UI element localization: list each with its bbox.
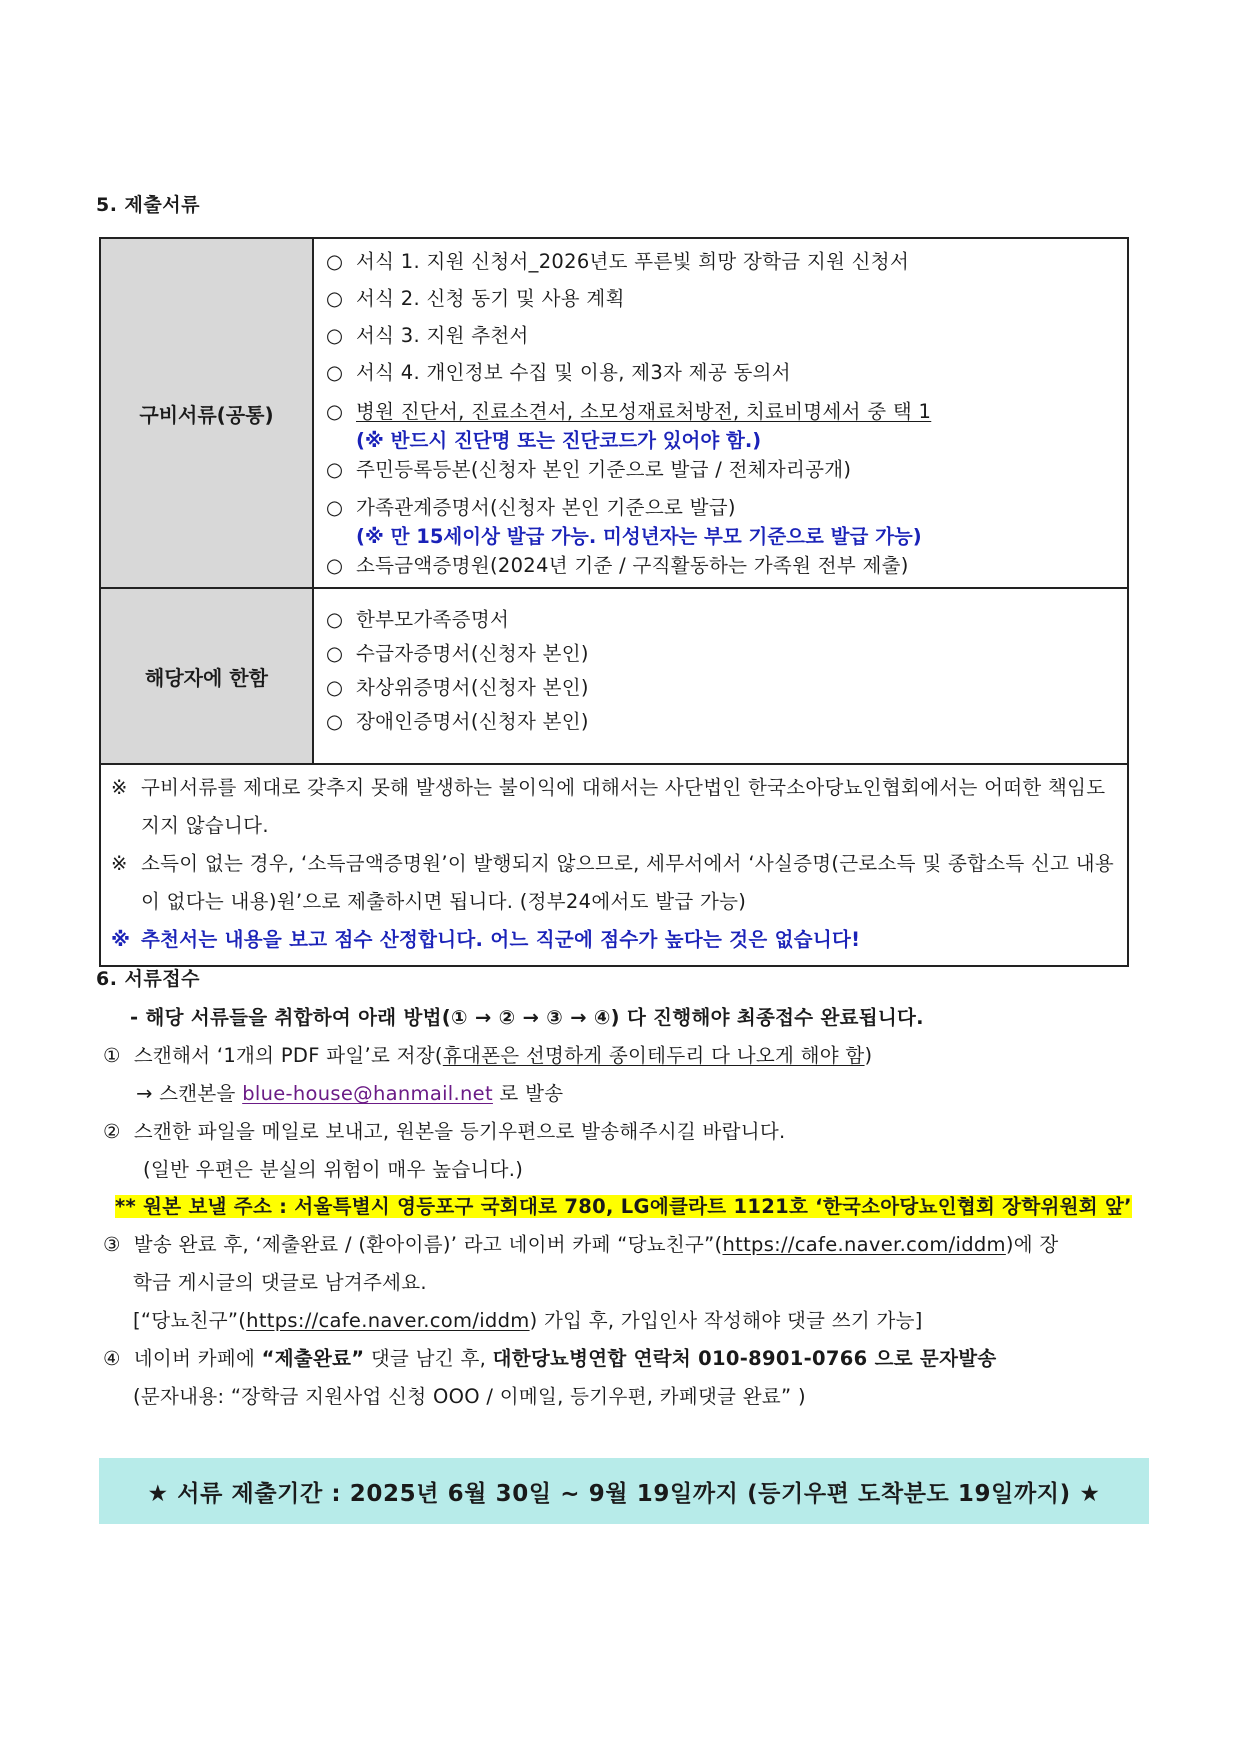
- reference-mark-icon: ※: [111, 928, 131, 951]
- diagnosis-note: (※ 반드시 진단명 또는 진단코드가 있어야 함.): [356, 429, 762, 452]
- step4-line: ④ 네이버 카페에 “제출완료” 댓글 남긴 후, 대한당뇨병연합 연락처 010-8901-0766 으로 문자발송: [103, 1347, 997, 1370]
- circle-bullet-icon: ○: [326, 642, 344, 665]
- documents-table: [99, 237, 1129, 967]
- category-common: 구비서류(공통): [100, 238, 313, 588]
- circle-bullet-icon: ○: [326, 676, 344, 699]
- step3-line-cont: 학금 게시글의 댓글로 남겨주세요.: [133, 1271, 427, 1294]
- list-item: ○ 장애인증명서(신청자 본인): [326, 705, 1115, 739]
- step-number: ③: [103, 1233, 121, 1256]
- step-number: ①: [103, 1044, 121, 1067]
- category-applicable: 해당자에 한함: [100, 588, 313, 764]
- notes-cell: [100, 764, 1128, 966]
- circle-bullet-icon: ○: [326, 554, 344, 577]
- address-highlight: ** 원본 보낼 주소 : 서울특별시 영등포구 국회대로 780, LG에클라트 1121호 ‘한국소아당뇨인협회 장학위원회 앞’: [115, 1195, 1132, 1218]
- section6-title: 6. 서류접수: [96, 968, 200, 990]
- note-item: ※ 소득이 없는 경우, ‘소득금액증명원’이 발행되지 않으므로, 세무서에서 ‘사실증명(근로소득 및 종합소득 신고 내용이 없다는 내용)원’으로 제출하시면 됩니다. (정부24에서도 발급 가능): [111, 845, 1117, 921]
- step2-sub: (일반 우편은 분실의 위험이 매우 높습니다.): [143, 1158, 524, 1181]
- submission-period-banner: ★ 서류 제출기간 : 2025년 6월 30일 ~ 9월 19일까지 (등기우편 도착분도 19일까지) ★: [99, 1458, 1149, 1524]
- circle-bullet-icon: ○: [326, 608, 344, 631]
- step3-line: ③ 발송 완료 후, ‘제출완료 / (환아이름)’ 라고 네이버 카페 “당뇨친구”(https://cafe.naver.com/iddm)에 장: [103, 1233, 1059, 1256]
- common-items: [313, 238, 1128, 588]
- note-item: ※ 추천서는 내용을 보고 점수 산정합니다. 어느 직군에 점수가 높다는 것은 없습니다!: [111, 921, 1117, 959]
- list-item: ○ 서식 1. 지원 신청서_2026년도 푸른빛 희망 장학금 지원 신청서: [326, 243, 1115, 280]
- step1-email-line: → 스캔본을 blue-house@hanmail.net 로 발송: [136, 1082, 564, 1105]
- list-item: ○ 한부모가족증명서: [326, 603, 1115, 637]
- circle-bullet-icon: ○: [326, 710, 344, 733]
- cafe-link[interactable]: https://cafe.naver.com/iddm: [246, 1309, 530, 1332]
- step4-sub: (문자내용: “장학금 지원사업 신청 OOO / 이메일, 등기우편, 카페댓글 완료” ): [133, 1385, 806, 1408]
- section5-title: 5. 제출서류: [96, 194, 200, 216]
- list-item: ○ 주민등록등본(신청자 본인 기준으로 발급 / 전체자리공개): [326, 455, 1115, 485]
- circle-bullet-icon: ○: [326, 250, 344, 273]
- step1-line: ① 스캔해서 ‘1개의 PDF 파일’로 저장(휴대폰은 선명하게 종이테두리 다 나오게 해야 함): [103, 1044, 873, 1067]
- reference-mark-icon: ※: [111, 776, 128, 799]
- circle-bullet-icon: ○: [326, 287, 344, 310]
- address-line: [115, 1191, 1132, 1219]
- step2-line: ② 스캔한 파일을 메일로 보내고, 원본을 등기우편으로 발송해주시길 바랍니다.: [103, 1120, 786, 1143]
- step3-sub: [“당뇨친구”(https://cafe.naver.com/iddm) 가입 후, 가입인사 작성해야 댓글 쓰기 가능]: [133, 1309, 923, 1332]
- list-item: ○ 차상위증명서(신청자 본인): [326, 671, 1115, 705]
- note-item: ※ 구비서류를 제대로 갖추지 못해 발생하는 불이익에 대해서는 사단법인 한국소아당뇨인협회에서는 어떠한 책임도 지지 않습니다.: [111, 769, 1117, 845]
- circle-bullet-icon: ○: [326, 400, 344, 423]
- list-item: ○ 서식 3. 지원 추천서: [326, 317, 1115, 354]
- circle-bullet-icon: ○: [326, 324, 344, 347]
- step-number: ②: [103, 1120, 121, 1143]
- list-item: ○ 서식 2. 신청 동기 및 사용 계획: [326, 280, 1115, 317]
- email-link[interactable]: blue-house@hanmail.net: [242, 1082, 493, 1105]
- list-item: ○ 병원 진단서, 진료소견서, 소모성재료처방전, 치료비명세서 중 택 1: [326, 397, 1115, 427]
- age-note: (※ 만 15세이상 발급 가능. 미성년자는 부모 기준으로 발급 가능): [356, 525, 922, 548]
- circle-bullet-icon: ○: [326, 361, 344, 384]
- circle-bullet-icon: ○: [326, 458, 344, 481]
- list-item: ○ 소득금액증명원(2024년 기준 / 구직활동하는 가족원 전부 제출): [326, 551, 1115, 581]
- reference-mark-icon: ※: [111, 852, 128, 875]
- step-number: ④: [103, 1347, 121, 1370]
- list-item: ○ 서식 4. 개인정보 수집 및 이용, 제3자 제공 동의서: [326, 354, 1115, 391]
- list-item: ○ 가족관계증명서(신청자 본인 기준으로 발급): [326, 493, 1115, 523]
- table-row: [100, 588, 1128, 764]
- list-item: ○ 수급자증명서(신청자 본인): [326, 637, 1115, 671]
- section6-intro: - 해당 서류들을 취합하여 아래 방법(① → ② → ③ → ④) 다 진행해야 최종접수 완료됩니다.: [130, 1006, 924, 1029]
- table-row: [100, 764, 1128, 966]
- applicable-items: [313, 588, 1128, 764]
- table-row: [100, 238, 1128, 588]
- circle-bullet-icon: ○: [326, 496, 344, 519]
- cafe-link[interactable]: https://cafe.naver.com/iddm: [722, 1233, 1006, 1256]
